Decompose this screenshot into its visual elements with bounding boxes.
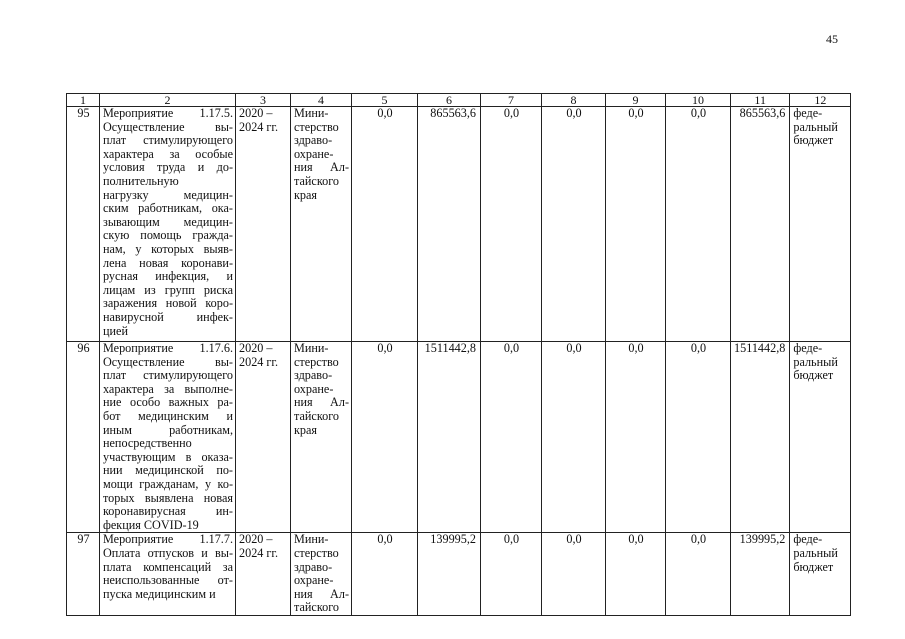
value-cell-col5: 0,0 [352, 342, 418, 533]
executor-line: Мини- [294, 106, 329, 120]
column-header: 1 [67, 94, 100, 107]
executor-line: здраво- [294, 133, 333, 148]
event-description-line: навирусной инфек- [103, 309, 233, 324]
event-description-line: характера за особые [103, 146, 233, 161]
page-number: 45 [826, 32, 838, 46]
event-description-line: коронавирусная ин- [103, 504, 233, 519]
row-number-cell: 97 [67, 533, 100, 616]
period-cell [236, 107, 291, 342]
table-row [67, 533, 851, 616]
funding-source-line: бюджет [793, 368, 834, 383]
value-cell-col10: 0,0 [666, 533, 731, 616]
event-description-line: бот медицинским и [103, 408, 233, 423]
period-line: 2020 – [239, 106, 273, 120]
funding-source-line: ральный [793, 354, 838, 369]
period-line: 2020 – [239, 341, 273, 355]
event-description-line: Оплата отпусков и вы- [103, 545, 233, 560]
event-description-line: заражения новой коро- [103, 296, 233, 311]
event-description-line: иным работникам, [103, 422, 233, 437]
event-description-line: зывающим медицин- [103, 214, 233, 229]
event-description-line: плата компенсаций за [103, 559, 233, 574]
period-line: 2020 – [239, 532, 273, 547]
row-number-cell: 95 [67, 107, 100, 342]
executor-line: ния Ал- [294, 395, 349, 410]
value-cell-col7: 0,0 [481, 107, 542, 342]
event-description-line: неиспользованные от- [103, 573, 233, 588]
period-line: 2024 гг. [239, 119, 279, 134]
executor-line: охране- [294, 146, 334, 161]
event-description-line: Мероприятие 1.17.6. [103, 341, 233, 355]
event-description-line: нии медицинской по- [103, 463, 233, 478]
executor-line: стерство [294, 354, 339, 369]
funding-source-line: феде- [793, 106, 823, 120]
event-description-cell [100, 533, 236, 616]
value-cell-col9: 0,0 [606, 533, 666, 616]
value-cell-col9: 0,0 [606, 342, 666, 533]
value-cell-col6: 139995,2 [418, 533, 481, 616]
event-description-line: нам, у которых выяв- [103, 241, 233, 256]
table-header-row [67, 94, 851, 107]
value-cell-col11: 139995,2 [731, 533, 790, 616]
executor-line: края [294, 187, 318, 202]
event-description-line: лена новая коронави- [103, 255, 233, 270]
executor-line: здраво- [294, 368, 333, 383]
event-description-line: фекция COVID-19 [103, 517, 199, 532]
value-cell-col10: 0,0 [666, 107, 731, 342]
event-description-line: непосредственно [103, 436, 192, 451]
event-description-line: пуска медицинским и [103, 586, 216, 601]
event-description-line: ние особо важных ра- [103, 395, 233, 410]
event-description-line: Осуществление вы- [103, 354, 233, 369]
value-cell-col6: 865563,6 [418, 107, 481, 342]
value-cell-col8: 0,0 [542, 107, 606, 342]
row-number-cell: 96 [67, 342, 100, 533]
column-header: 8 [542, 94, 606, 107]
event-description-line: характера за выполне- [103, 381, 233, 396]
funding-source-line: бюджет [793, 559, 834, 574]
period-cell [236, 342, 291, 533]
period-line: 2024 гг. [239, 354, 279, 369]
event-description-cell [100, 107, 236, 342]
column-header: 5 [352, 94, 418, 107]
table-row [67, 342, 851, 533]
value-cell-col8: 0,0 [542, 533, 606, 616]
period-cell [236, 533, 291, 616]
value-cell-col11: 1511442,8 [731, 342, 790, 533]
funding-source-cell [790, 533, 851, 616]
table-row [67, 107, 851, 342]
executor-line: Мини- [294, 341, 329, 355]
executor-line: охране- [294, 573, 334, 588]
event-description-line: плат стимулирующего [103, 133, 233, 148]
value-cell-col9: 0,0 [606, 107, 666, 342]
event-description-line: нагрузку медицин- [103, 187, 233, 202]
executor-line: Мини- [294, 532, 329, 547]
column-header: 11 [731, 94, 790, 107]
executor-line: здраво- [294, 559, 333, 574]
column-header: 10 [666, 94, 731, 107]
funding-source-line: ральный [793, 545, 838, 560]
column-header: 6 [418, 94, 481, 107]
funding-source-cell [790, 107, 851, 342]
executor-line: тайского [294, 173, 340, 188]
budget-table [66, 93, 851, 616]
value-cell-col6: 1511442,8 [418, 342, 481, 533]
event-description-line: условия труда и до- [103, 160, 233, 175]
event-description-line: торых выявлена новая [103, 490, 233, 505]
executor-line: стерство [294, 119, 339, 134]
funding-source-line: феде- [793, 532, 823, 547]
event-description-line: участвующим в оказа- [103, 449, 233, 464]
column-header: 2 [100, 94, 236, 107]
event-description-line: скую помощь гражда- [103, 228, 233, 243]
executor-line: ния Ал- [294, 160, 349, 175]
column-header: 7 [481, 94, 542, 107]
executor-cell [291, 342, 352, 533]
executor-line: стерство [294, 545, 339, 560]
value-cell-col5: 0,0 [352, 107, 418, 342]
value-cell-col5: 0,0 [352, 533, 418, 616]
value-cell-col10: 0,0 [666, 342, 731, 533]
event-description-line: ским работникам, ока- [103, 201, 233, 216]
event-description-line: цией [103, 323, 128, 338]
executor-line: тайского [294, 408, 340, 423]
column-header: 4 [291, 94, 352, 107]
event-description-line: Осуществление вы- [103, 119, 233, 134]
funding-source-cell [790, 342, 851, 533]
event-description-line: лицам из групп риска [103, 282, 233, 297]
value-cell-col7: 0,0 [481, 533, 542, 616]
event-description-line: мощи гражданам, у ко- [103, 476, 233, 491]
column-header: 9 [606, 94, 666, 107]
event-description-line: Мероприятие 1.17.7. [103, 532, 233, 547]
event-description-line: Мероприятие 1.17.5. [103, 106, 233, 120]
period-line: 2024 гг. [239, 545, 279, 560]
value-cell-col11: 865563,6 [731, 107, 790, 342]
event-description-cell [100, 342, 236, 533]
executor-line: края [294, 422, 318, 437]
event-description-line: плат стимулирующего [103, 368, 233, 383]
value-cell-col8: 0,0 [542, 342, 606, 533]
executor-cell [291, 533, 352, 616]
executor-line: тайского [294, 600, 340, 615]
column-header: 3 [236, 94, 291, 107]
value-cell-col7: 0,0 [481, 342, 542, 533]
event-description-line: полнительную [103, 173, 179, 188]
funding-source-line: ральный [793, 119, 838, 134]
funding-source-line: бюджет [793, 133, 834, 148]
funding-source-line: феде- [793, 341, 823, 355]
event-description-line: русная инфекция, и [103, 269, 233, 284]
executor-line: охране- [294, 381, 334, 396]
executor-line: ния Ал- [294, 586, 349, 601]
column-header: 12 [790, 94, 851, 107]
executor-cell [291, 107, 352, 342]
